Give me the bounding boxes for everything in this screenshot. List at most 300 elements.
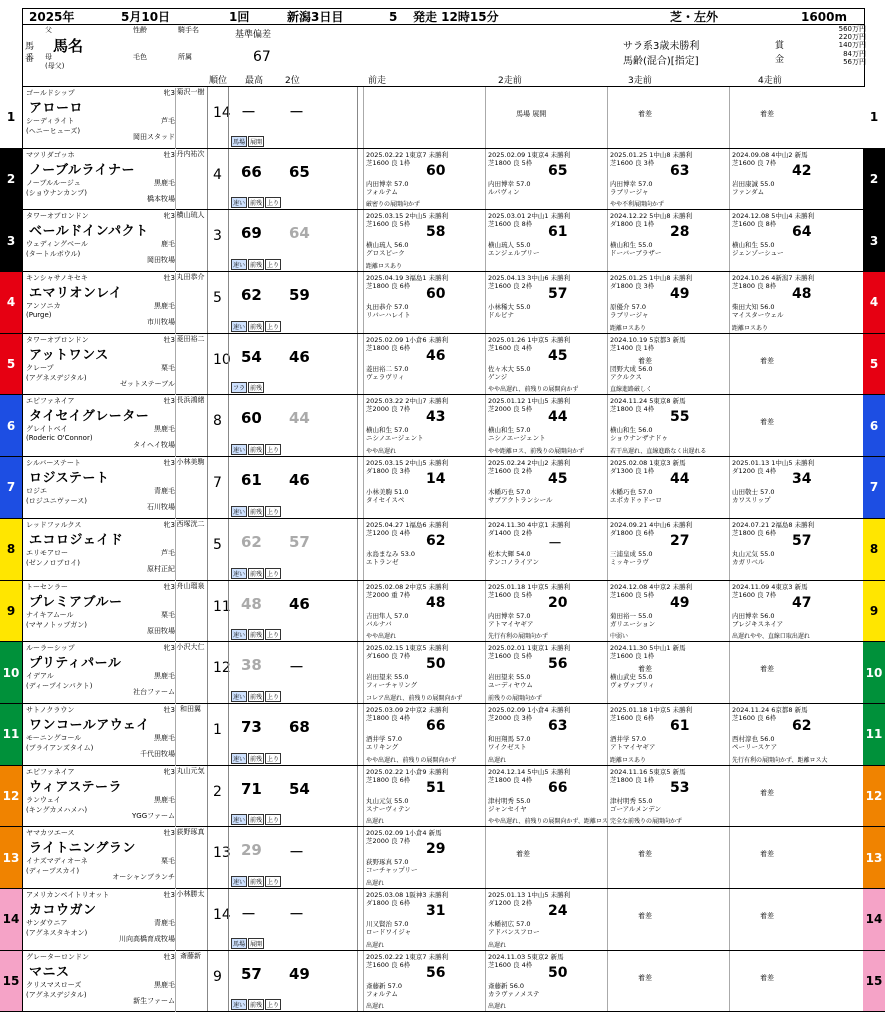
past-race-condition: ダ1800 良 6枠 <box>366 898 411 907</box>
past-race-winner: ラブリージャ <box>610 187 649 196</box>
past-race-winner: ファンダム <box>732 187 765 196</box>
past-race-2 <box>485 827 605 888</box>
past-race-3 <box>607 889 727 950</box>
past-race-index: 66 <box>426 717 446 734</box>
past-race-condition: ダ1800 良 6枠 <box>610 528 655 537</box>
past-race-empty: 馬場 展開 <box>516 110 547 118</box>
prediction-box <box>228 704 358 765</box>
past-race-index: 56 <box>548 656 568 673</box>
trait-tag: 展開 <box>248 938 264 949</box>
horse-rank: 4 <box>213 166 222 183</box>
horse-row <box>0 766 885 828</box>
past-race-index: 44 <box>548 409 568 426</box>
horse-name[interactable]: マニス <box>29 964 70 980</box>
past-race-note: やや不利展開向かず <box>610 201 665 209</box>
trait-tag: 展開 <box>248 136 264 147</box>
past-race-1 <box>363 889 483 950</box>
horse-rank: 14 <box>213 906 231 923</box>
past-race-date: 2025.03.01 2中山1 未勝利 <box>488 212 571 221</box>
prediction-max: 62 <box>241 532 262 551</box>
past-race-jockey: 横山武史 55.0 <box>610 673 653 682</box>
horse-number-right: 14 <box>863 889 885 950</box>
past-race-condition: 芝1600 良 5枠 <box>488 590 533 599</box>
past-race-index: 27 <box>670 532 690 549</box>
race-distance: 1600m <box>801 9 847 24</box>
horse-jockey: 菱田裕二 <box>175 335 205 396</box>
horse-name[interactable]: ライトニングラン <box>29 841 136 857</box>
past-race-empty: 着差 <box>638 665 652 674</box>
horse-row <box>0 87 885 149</box>
past-race-winner: カガリベル <box>732 557 765 566</box>
past-race-index: 28 <box>670 224 690 241</box>
prediction-box <box>228 581 358 642</box>
horse-info <box>23 704 208 765</box>
prediction-box <box>228 149 358 210</box>
horse-sex-age: 牡3 <box>163 335 175 344</box>
horse-number-left: 14 <box>0 889 22 950</box>
past-race-winner: エトランゼ <box>366 557 399 566</box>
horse-row <box>0 149 885 211</box>
past-race-winner: アクルクス <box>610 372 642 381</box>
past-race-date: 2025.02.01 1東京1 未勝利 <box>488 644 571 653</box>
prediction-box <box>228 87 358 148</box>
past-race-jockey: 菊田裕一 55.0 <box>610 611 653 620</box>
prediction-max: 38 <box>241 656 262 675</box>
horse-farm: 橋本牧場 <box>147 194 175 203</box>
sire-label: 父 <box>45 26 52 34</box>
past-race-4 <box>729 519 849 580</box>
past-race-condition: ダ1800 良 1枠 <box>610 220 655 229</box>
trait-tag: 馬場 <box>231 136 247 147</box>
past-race-jockey: 和田翔馬 57.0 <box>488 734 531 743</box>
past-race-index: 51 <box>426 779 446 796</box>
prev1-header: 前走 <box>368 76 387 86</box>
trait-tags <box>231 382 265 393</box>
horse-sex-age: 牡3 <box>163 459 175 468</box>
trait-tag: 前残 <box>248 753 264 764</box>
horse-number-left: 2 <box>0 149 22 210</box>
past-race-date: 2025.03.09 2中京2 未勝利 <box>366 705 449 714</box>
horse-row-body <box>22 889 865 950</box>
past-race-jockey: 横山和生 55.0 <box>732 241 775 250</box>
trait-tags <box>231 197 282 208</box>
past-race-note: コレア出遅れ、前残りの展開向かず <box>366 694 463 702</box>
past-race-winner: フォルテム <box>366 989 398 998</box>
horse-name[interactable]: プレミアブルー <box>29 594 123 610</box>
past-race-date: 2025.02.22 1東京7 未勝利 <box>366 952 449 961</box>
past-race-4 <box>729 87 849 148</box>
past-race-index: 53 <box>670 779 690 796</box>
past-race-note: 出遅れ <box>488 941 507 949</box>
prediction-second: 65 <box>289 162 310 181</box>
past-race-date: 2025.03.15 2中山5 未勝利 <box>366 459 449 468</box>
trait-tag: 上り <box>265 753 281 764</box>
horse-number-right: 8 <box>863 519 885 580</box>
past-race-date: 2025.01.26 1中京5 未勝利 <box>488 335 571 344</box>
past-race-empty: 着差 <box>638 850 652 859</box>
horse-color: 栗毛 <box>161 857 175 866</box>
horse-name[interactable]: ノーブルライナー <box>29 162 136 178</box>
horse-dam: エリモアロー <box>26 548 68 557</box>
trait-tag: 速い <box>231 506 247 517</box>
horse-row <box>0 827 885 889</box>
horse-color: 青鹿毛 <box>154 487 175 496</box>
past-race-condition: 芝1600 良 7枠 <box>732 590 777 599</box>
horse-name-label: 馬名 <box>53 37 84 55</box>
horse-sire: グレーターロンドン <box>26 952 89 961</box>
horse-row <box>0 519 885 581</box>
past-race-condition: 芝1800 良 8枠 <box>732 282 777 291</box>
horse-number-right: 4 <box>863 272 885 333</box>
past-race-condition: 芝1600 良 3枠 <box>610 158 655 167</box>
past-race-jockey: 吉田隼人 57.0 <box>366 611 409 620</box>
trait-tags <box>231 444 282 455</box>
past-race-1 <box>363 519 483 580</box>
past-race-winner: ガリエーション <box>610 619 656 628</box>
horse-rank: 1 <box>213 721 222 738</box>
past-race-index: 45 <box>548 471 568 488</box>
past-race-winner: カワスリップ <box>732 496 771 505</box>
past-race-empty: 着差 <box>760 665 774 674</box>
trait-tag: 速い <box>231 691 247 702</box>
horse-color: 黒鹿毛 <box>154 302 175 311</box>
horse-rank: 11 <box>213 598 231 615</box>
horse-jockey: 菊沢一樹 <box>175 88 205 149</box>
past-race-empty: 着差 <box>760 850 774 859</box>
past-race-winner: バルナバ <box>366 619 392 628</box>
prediction-second: － <box>289 904 305 923</box>
horse-dam: シーディライト <box>26 117 75 125</box>
past-race-index: 56 <box>426 964 446 981</box>
past-race-winner: アトマイヤギア <box>488 619 534 628</box>
trait-tags <box>231 691 282 702</box>
prediction-second: 68 <box>289 717 310 736</box>
horse-name[interactable]: アットワンス <box>29 347 109 363</box>
past-race-note: 出遅れ <box>366 879 385 887</box>
past-race-index: 49 <box>670 286 690 303</box>
horse-name[interactable]: ウィアステーラ <box>29 779 122 795</box>
horse-row-body <box>22 581 865 642</box>
prediction-max: 73 <box>241 717 262 736</box>
past-race-jockey: 横山和生 56.0 <box>610 426 653 435</box>
horse-rank: 2 <box>213 783 222 800</box>
prediction-second: － <box>289 843 305 862</box>
horse-name[interactable]: エコロジェイド <box>29 532 124 548</box>
past-race-index: 34 <box>792 471 812 488</box>
past-race-jockey: 津村明秀 55.0 <box>610 796 653 805</box>
past-race-jockey: 柴田大知 56.0 <box>732 303 775 312</box>
past-race-condition: 芝1600 良 1枠 <box>610 652 655 661</box>
past-race-note: やや距離ロス、前残りの展開向かず <box>488 448 585 456</box>
horse-jockey: 斎藤新 <box>175 952 205 1013</box>
past-race-condition: 芝1800 良 4枠 <box>610 405 655 414</box>
past-race-4 <box>729 704 849 765</box>
horse-sex-age: 牡3 <box>163 952 175 961</box>
prediction-box <box>228 766 358 827</box>
past-race-date: 2024.11.16 5東京5 新馬 <box>610 767 686 776</box>
past-race-index: 55 <box>670 409 690 426</box>
past-race-date: 2024.09.21 4中山6 未勝利 <box>610 520 693 529</box>
horse-row <box>0 581 885 643</box>
horse-farm: 社台ファーム <box>133 688 175 697</box>
horse-row-body <box>22 87 865 148</box>
past-race-4 <box>729 272 849 333</box>
past-race-4 <box>729 457 849 518</box>
race-date: 5月10日 <box>121 10 171 24</box>
past-race-jockey: 小林美駒 51.0 <box>366 488 409 497</box>
horse-dam: クリスマスローズ <box>26 980 82 989</box>
horse-rank: 5 <box>213 290 222 307</box>
past-race-date: 2025.02.22 1東京7 未勝利 <box>366 150 449 159</box>
past-race-condition: 芝1600 良 8枠 <box>732 220 777 229</box>
past-race-jockey: 酒井学 57.0 <box>610 734 647 743</box>
horse-name[interactable]: カコウガン <box>29 902 97 918</box>
past-race-index: 50 <box>548 964 568 981</box>
horse-damsire: (アグネスタキオン) <box>26 928 88 937</box>
past-race-condition: 芝1600 良 5枠 <box>610 590 655 599</box>
horse-name[interactable]: ロジステート <box>29 471 110 487</box>
past-race-index: 62 <box>426 532 446 549</box>
past-race-1 <box>363 704 483 765</box>
horse-number-left: 10 <box>0 642 22 703</box>
past-race-note: 距離ロスあり <box>610 756 647 764</box>
horse-row <box>0 642 885 704</box>
horse-name[interactable]: プリティパール <box>29 656 122 672</box>
horse-number-left: 6 <box>0 395 22 456</box>
horse-row <box>0 457 885 519</box>
jockey-label: 騎手名 <box>178 26 199 34</box>
horse-color: 黒鹿毛 <box>154 980 175 989</box>
horse-damsire: (ゼンノロブロイ) <box>26 558 80 567</box>
prize-4: 84万円 <box>843 49 866 58</box>
past-race-condition: 芝1600 良 6枠 <box>732 713 777 722</box>
past-race-index: 58 <box>426 224 446 241</box>
horse-number-left: 13 <box>0 827 22 888</box>
horse-farm: タイヘイ牧場 <box>133 441 175 450</box>
past-race-date: 2025.01.25 1中山8 未勝利 <box>610 274 693 283</box>
horse-jockey: 丹内祐次 <box>175 150 205 211</box>
trait-tag: 上り <box>265 629 281 640</box>
race-kai: 1回 <box>229 10 250 24</box>
horse-rank: 12 <box>213 660 231 677</box>
past-race-2 <box>485 766 608 827</box>
past-race-2 <box>485 581 605 642</box>
prediction-max: － <box>241 103 257 121</box>
horse-number-right: 13 <box>863 827 885 888</box>
past-race-3 <box>607 272 727 333</box>
past-race-jockey: 木幡初広 57.0 <box>488 919 531 928</box>
trait-tag: 前残 <box>248 321 264 332</box>
horse-row <box>0 704 885 766</box>
past-race-1 <box>363 642 483 703</box>
past-race-date: 2024.11.09 4東京3 新馬 <box>732 582 808 591</box>
prediction-second: 46 <box>289 471 310 490</box>
past-race-index: 61 <box>670 717 690 734</box>
past-race-jockey: 荻野琢真 57.0 <box>366 858 409 867</box>
past-race-date: 2025.04.13 3中山6 未勝利 <box>488 274 571 283</box>
past-race-index: 43 <box>426 409 446 426</box>
horse-damsire: (ヘニーヒューズ) <box>26 127 81 135</box>
age-label: 性齢 <box>133 26 147 34</box>
trait-tag: 速い <box>231 568 247 579</box>
past-race-date: 2024.11.24 6京都8 新馬 <box>732 705 808 714</box>
past-race-index: 14 <box>426 471 446 488</box>
past-race-index: 57 <box>792 532 812 549</box>
horse-number-left: 4 <box>0 272 22 333</box>
past-race-winner: ユーディヤウム <box>488 681 533 690</box>
past-race-2 <box>485 272 605 333</box>
past-race-4 <box>729 951 849 1012</box>
horse-number-left: 12 <box>0 766 22 827</box>
horse-name[interactable]: ベールドインパクト <box>29 224 149 240</box>
past-race-3 <box>607 581 727 642</box>
past-race-date: 2024.10.19 5京都3 新馬 <box>610 335 686 344</box>
dam-label: 母 <box>45 53 52 61</box>
past-race-winner: ミッキーラヴ <box>610 557 649 566</box>
prediction-max: 54 <box>241 347 262 366</box>
race-start-time: 発走 12時15分 <box>413 10 499 24</box>
past-race-index: 50 <box>426 656 446 673</box>
horse-row-body <box>22 210 865 271</box>
horse-jockey: 和田翼 <box>175 705 205 766</box>
past-race-winner: エリキング <box>366 742 399 751</box>
past-race-note: 距離ロスあり <box>366 263 403 271</box>
past-race-empty: 着差 <box>516 850 530 859</box>
past-race-3 <box>607 827 727 888</box>
prediction-box <box>228 951 358 1012</box>
horse-sire: ヤマカツエース <box>26 829 75 838</box>
prediction-max: 29 <box>241 841 262 860</box>
prev3-header: 3走前 <box>628 76 652 86</box>
prediction-second: 49 <box>289 964 310 983</box>
past-race-index: 63 <box>548 717 568 734</box>
horse-jockey: 舟山瑠泉 <box>175 582 205 643</box>
past-race-empty: 着差 <box>760 788 774 797</box>
horse-row-body <box>22 519 865 580</box>
past-race-2 <box>485 704 605 765</box>
past-race-date: 2024.12.08 4中京2 未勝利 <box>610 582 693 591</box>
horse-name[interactable]: エマリオンレイ <box>29 286 123 302</box>
prediction-second: 46 <box>289 594 310 613</box>
horse-name[interactable]: アローロ <box>29 101 84 116</box>
horse-sire: エピファネイア <box>26 767 75 776</box>
horse-number-right: 10 <box>863 642 885 703</box>
horse-jockey: 小林勝太 <box>175 890 205 951</box>
prediction-max: 61 <box>241 471 262 490</box>
past-race-empty: 着差 <box>760 418 774 427</box>
trait-tag: 前残 <box>248 999 264 1010</box>
prev2-header: 2走前 <box>498 76 522 86</box>
past-race-index: 65 <box>548 162 568 179</box>
horse-row-body <box>22 766 865 827</box>
prediction-box <box>228 457 358 518</box>
past-race-condition: 芝1600 良 2枠 <box>488 282 533 291</box>
uma-label: 馬番 <box>25 42 35 64</box>
horse-dam: イデアル <box>26 672 54 681</box>
past-race-condition: 芝1800 良 6枠 <box>732 528 777 537</box>
past-race-condition: 芝2000 良 3枠 <box>488 713 533 722</box>
past-race-1 <box>363 581 483 642</box>
horse-list <box>0 87 885 1012</box>
past-race-note: 出遅れ <box>488 1003 507 1011</box>
horse-row-body <box>22 642 865 703</box>
past-race-3 <box>607 149 727 210</box>
past-race-date: 2024.07.21 2福島8 未勝利 <box>732 520 815 529</box>
past-race-note: 距離ロスあり <box>732 324 769 332</box>
past-race-empty: 着差 <box>760 110 774 118</box>
horse-sex-age: 牝3 <box>163 767 175 776</box>
horse-damsire: (ディープスカイ) <box>26 867 80 876</box>
prediction-max: 69 <box>241 224 262 243</box>
horse-sex-age: 牝3 <box>163 644 175 653</box>
past-race-4 <box>729 827 849 888</box>
past-race-condition: ダ1400 良 2枠 <box>488 528 533 537</box>
prediction-second: － <box>289 103 305 121</box>
horse-rank: 5 <box>213 536 222 553</box>
past-race-jockey: 永島まなみ 53.0 <box>366 549 416 558</box>
past-race-4 <box>729 334 849 395</box>
horse-sire: ゴールドシップ <box>26 89 75 97</box>
past-race-condition: 芝1600 良 4枠 <box>488 960 533 969</box>
horse-number-right: 9 <box>863 581 885 642</box>
past-race-jockey: 横山和生 55.0 <box>610 241 653 250</box>
past-race-date: 2025.02.09 1小倉4 未勝利 <box>488 705 571 714</box>
prediction-second: 44 <box>289 409 310 428</box>
base-value: 67 <box>253 49 271 65</box>
race-rule: 馬齢(混合)[指定] <box>623 56 699 67</box>
past-race-date: 2025.01.13 1中山5 未勝利 <box>488 890 571 899</box>
past-race-jockey: 横山和生 57.0 <box>488 426 531 435</box>
prediction-max: 62 <box>241 286 262 305</box>
past-race-index: 64 <box>792 224 812 241</box>
horse-rank: 13 <box>213 845 231 862</box>
horse-dam: ランウェイ <box>26 795 61 804</box>
past-race-condition: 芝1800 良 4枠 <box>488 775 533 784</box>
past-race-jockey: 岩田康誠 55.0 <box>732 179 775 188</box>
horse-row-body <box>22 457 865 518</box>
horse-name[interactable]: ワンコールアウェイ <box>29 717 150 733</box>
horse-name[interactable]: タイセイグレーター <box>29 409 150 425</box>
race-course: 芝・左外 <box>670 10 719 24</box>
horse-row-body <box>22 334 865 395</box>
horse-number-right: 3 <box>863 210 885 271</box>
prediction-second: 46 <box>289 347 310 366</box>
past-race-empty: 着差 <box>638 973 652 982</box>
horse-dam: イナズマディオーネ <box>26 857 88 866</box>
horse-number-left: 1 <box>0 87 22 148</box>
horse-dam: サンダウニア <box>26 918 68 927</box>
horse-farm: 原田牧場 <box>147 626 175 635</box>
past-race-4 <box>729 395 849 456</box>
past-race-jockey: 横山琉人 56.0 <box>366 241 409 250</box>
trait-tag: 速い <box>231 197 247 208</box>
horse-jockey: 小林美駒 <box>175 458 205 519</box>
past-race-index: 57 <box>548 286 568 303</box>
past-race-jockey: 小林稀大 55.0 <box>488 303 531 312</box>
horse-damsire: (キングカメハメハ) <box>26 805 88 814</box>
past-race-jockey: 津村明秀 55.0 <box>488 796 531 805</box>
horse-sex-age: 牝3 <box>163 212 175 221</box>
past-race-note: 出遅れ <box>366 818 385 826</box>
trait-tag: 上り <box>265 876 281 887</box>
horse-row <box>0 210 885 272</box>
trait-tag: 前残 <box>248 814 264 825</box>
horse-sex-age: 牝3 <box>163 89 175 97</box>
past-race-condition: ダ1800 良 3枠 <box>610 282 655 291</box>
column-header <box>22 25 865 87</box>
past-race-4 <box>729 581 849 642</box>
past-race-winner: マイスターウェル <box>732 311 784 320</box>
